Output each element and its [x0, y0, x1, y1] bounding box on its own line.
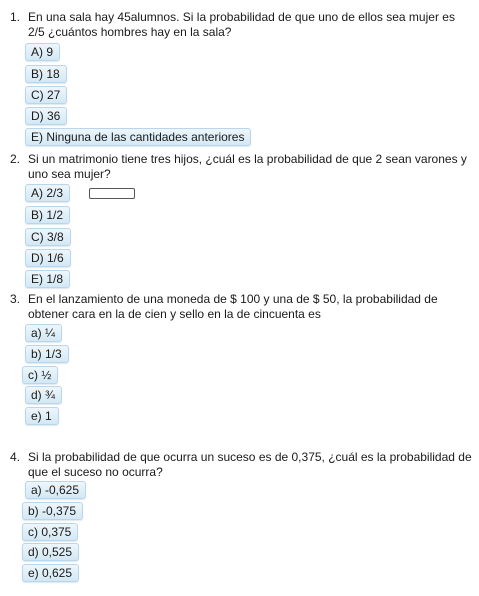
option-4a[interactable]: a) -0,625 [25, 481, 86, 499]
option-3e[interactable]: e) 1 [25, 407, 59, 425]
option-1a[interactable]: A) 9 [25, 43, 60, 61]
question-1-text [10, 10, 472, 40]
question-4-text [10, 450, 472, 480]
question-prompt: En una sala hay 45alumnos. Si la probabilidad de que uno de ellos sea mujer es 2/5 ¿cuántos hombres hay en la sala? [28, 10, 455, 39]
option-3c[interactable]: c) ½ [22, 366, 58, 384]
option-4c[interactable]: c) 0,375 [22, 523, 78, 541]
option-2d[interactable]: D) 1/6 [25, 249, 71, 267]
option-3b[interactable]: b) 1/3 [25, 345, 69, 363]
option-3d[interactable]: d) ¾ [25, 386, 62, 404]
question-number: 4. [10, 450, 21, 464]
question-3-text [10, 292, 472, 322]
option-4d[interactable]: d) 0,525 [22, 543, 79, 561]
question-number: 3. [10, 292, 21, 306]
option-2c[interactable]: C) 3/8 [25, 228, 71, 246]
option-1e[interactable]: E) Ninguna de las cantidades anteriores [25, 128, 251, 146]
option-1b[interactable]: B) 18 [25, 65, 67, 83]
option-4b[interactable]: b) -0,375 [22, 502, 83, 520]
question-prompt: En el lanzamiento de una moneda de $ 100 y una de $ 50, la probabilidad de obtener cara en la de cien y sello en la de cincuenta es [28, 292, 438, 321]
question-number: 1. [10, 10, 21, 24]
question-number: 2. [10, 152, 21, 166]
option-3a[interactable]: a) ¼ [25, 324, 62, 342]
question-prompt: Si la probabilidad de que ocurra un suceso es de 0,375, ¿cuál es la probabilidad de que el suceso no ocurra? [28, 450, 472, 479]
option-2a[interactable]: A) 2/3 [25, 184, 70, 202]
option-2e[interactable]: E) 1/8 [25, 270, 70, 288]
option-2b[interactable]: B) 1/2 [25, 206, 70, 224]
answer-blank-box[interactable] [89, 188, 135, 199]
option-4e[interactable]: e) 0,625 [22, 564, 79, 582]
option-1d[interactable]: D) 36 [25, 107, 67, 125]
option-1c[interactable]: C) 27 [25, 86, 67, 104]
question-prompt: Si un matrimonio tiene tres hijos, ¿cuál es la probabilidad de que 2 sean varones y uno sea mujer? [28, 152, 467, 181]
question-2-text [10, 152, 472, 182]
